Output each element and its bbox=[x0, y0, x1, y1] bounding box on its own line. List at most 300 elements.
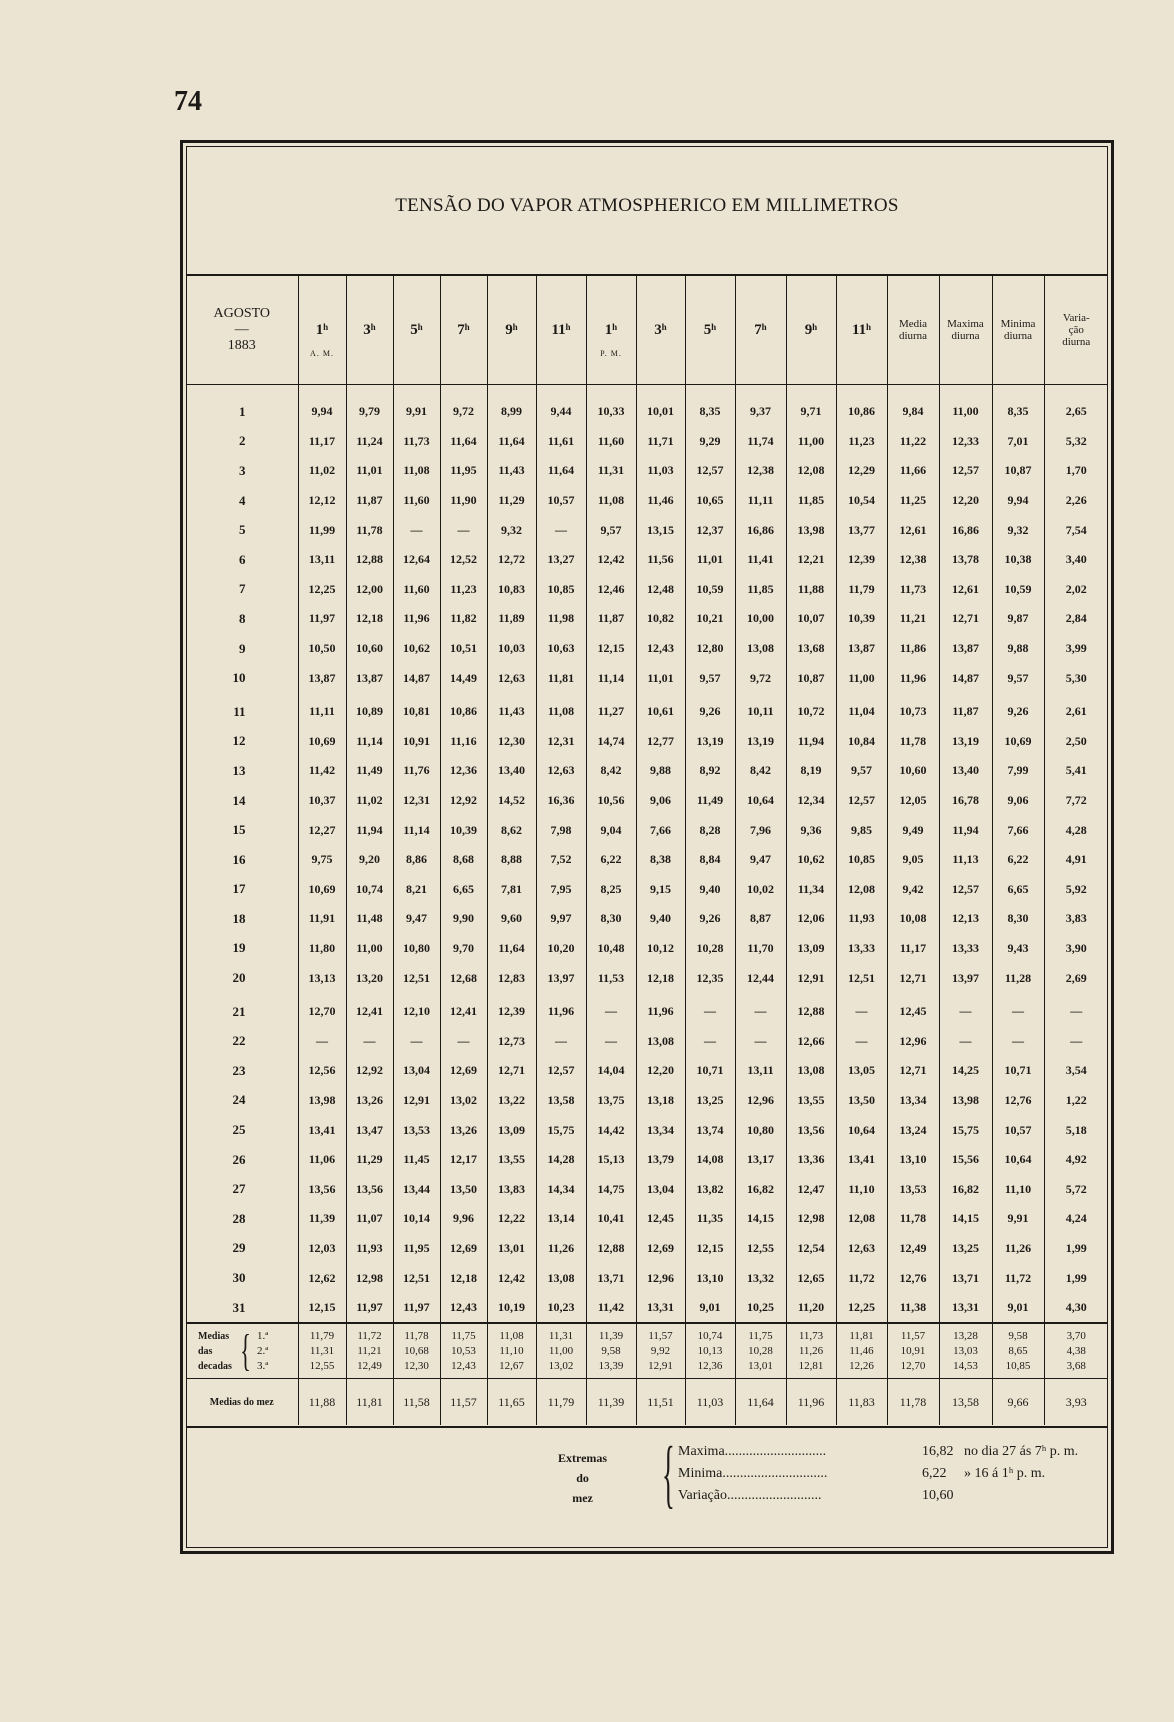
table-cell: 13,40 bbox=[487, 756, 536, 786]
decade-mean-cell: 11,57 10,91 12,70 bbox=[887, 1323, 939, 1379]
table-cell: 2,02 bbox=[1044, 575, 1108, 605]
table-cell: 9,94 bbox=[992, 486, 1044, 516]
table-cell: 12,08 bbox=[786, 456, 836, 486]
month-mean-cell: 9,66 bbox=[992, 1379, 1044, 1426]
table-cell: 13,55 bbox=[487, 1145, 536, 1175]
day-number: 18 bbox=[232, 910, 246, 926]
table-cell: — bbox=[393, 1026, 440, 1056]
table-cell: 11,81 bbox=[536, 663, 586, 693]
table-cell: 10,03 bbox=[487, 634, 536, 664]
table-cell: — bbox=[939, 997, 992, 1027]
header-hour-5: 11ʰ bbox=[536, 276, 586, 385]
table-cell: 13,11 bbox=[298, 545, 346, 575]
table-cell: 7,72 bbox=[1044, 786, 1108, 816]
table-cell: — bbox=[393, 515, 440, 545]
table-cell: 11,64 bbox=[487, 427, 536, 457]
data-table bbox=[186, 276, 1108, 1425]
table-cell: 6,22 bbox=[992, 845, 1044, 875]
table-cell: 12,57 bbox=[836, 786, 887, 816]
table-row bbox=[186, 1293, 1108, 1324]
table-cell: 11,71 bbox=[636, 427, 685, 457]
table-cell: 9,71 bbox=[786, 397, 836, 427]
month-extremes bbox=[186, 1426, 1108, 1550]
table-cell: 11,78 bbox=[346, 515, 393, 545]
header-hour-11: 11ʰ bbox=[836, 276, 887, 385]
table-row bbox=[186, 1204, 1108, 1234]
table-cell: 9,57 bbox=[836, 756, 887, 786]
table-cell: 13,55 bbox=[786, 1086, 836, 1116]
table-cell: 1,99 bbox=[1044, 1234, 1108, 1264]
table-cell: 13,87 bbox=[836, 634, 887, 664]
table-cell: 1,70 bbox=[1044, 456, 1108, 486]
decade-mean-cell: 11,08 11,10 12,67 bbox=[487, 1323, 536, 1379]
table-cell: 12,61 bbox=[939, 575, 992, 605]
table-cell: 11,29 bbox=[346, 1145, 393, 1175]
table-cell: 12,30 bbox=[487, 727, 536, 757]
table-cell: 11,13 bbox=[939, 845, 992, 875]
table-cell: 13,36 bbox=[786, 1145, 836, 1175]
table-cell: 13,44 bbox=[393, 1174, 440, 1204]
table-cell: 11,11 bbox=[298, 697, 346, 727]
table-row bbox=[186, 545, 1108, 575]
table-cell: — bbox=[346, 1026, 393, 1056]
table-cell: 9,43 bbox=[992, 934, 1044, 964]
table-cell: 16,36 bbox=[536, 786, 586, 816]
table-cell: 8,30 bbox=[992, 904, 1044, 934]
table-cell: 13,10 bbox=[887, 1145, 939, 1175]
month-mean-cell: 11,65 bbox=[487, 1379, 536, 1426]
table-cell: 10,62 bbox=[786, 845, 836, 875]
table-row bbox=[186, 427, 1108, 457]
table-cell: 12,00 bbox=[346, 575, 393, 605]
table-cell: 10,20 bbox=[536, 934, 586, 964]
table-cell: 14,52 bbox=[487, 786, 536, 816]
table-cell: 7,98 bbox=[536, 815, 586, 845]
table-cell: 9,72 bbox=[440, 397, 487, 427]
table-cell: 10,57 bbox=[536, 486, 586, 516]
table-row bbox=[186, 397, 1108, 427]
table-cell: 4,28 bbox=[1044, 815, 1108, 845]
table-cell: 1,22 bbox=[1044, 1086, 1108, 1116]
table-cell: 13,87 bbox=[346, 663, 393, 693]
table-cell: 11,99 bbox=[298, 515, 346, 545]
header-hour-4: 9ʰ bbox=[487, 276, 536, 385]
table-cell: 10,25 bbox=[735, 1293, 786, 1324]
table-cell: 13,19 bbox=[685, 727, 735, 757]
table-cell: 10,12 bbox=[636, 934, 685, 964]
day-number: 17 bbox=[232, 881, 246, 897]
table-cell: 12,03 bbox=[298, 1234, 346, 1264]
table-cell: 12,08 bbox=[836, 875, 887, 905]
table-row bbox=[186, 1056, 1108, 1086]
table-cell: 13,75 bbox=[586, 1086, 636, 1116]
table-cell: 9,26 bbox=[685, 904, 735, 934]
table-cell: — bbox=[685, 997, 735, 1027]
header-stat-0: Media diurna bbox=[887, 276, 939, 385]
table-cell: — bbox=[586, 1026, 636, 1056]
table-cell: 12,33 bbox=[939, 427, 992, 457]
table-cell: 12,22 bbox=[487, 1204, 536, 1234]
table-cell: 12,51 bbox=[836, 963, 887, 993]
table-cell: 11,95 bbox=[440, 456, 487, 486]
table-cell: 12,35 bbox=[685, 963, 735, 993]
table-cell: 12,63 bbox=[487, 663, 536, 693]
table-cell: 2,50 bbox=[1044, 727, 1108, 757]
table-cell: 11,96 bbox=[536, 997, 586, 1027]
table-cell: 11,00 bbox=[786, 427, 836, 457]
table-body bbox=[186, 385, 1108, 1426]
day-number: 30 bbox=[232, 1270, 246, 1286]
table-cell: 11,38 bbox=[887, 1293, 939, 1324]
table-cell: 13,18 bbox=[636, 1086, 685, 1116]
table-cell: 9,85 bbox=[836, 815, 887, 845]
table-cell: 13,53 bbox=[393, 1115, 440, 1145]
table-title: TENSÃO DO VAPOR ATMOSPHERICO EM MILLIMETROS bbox=[395, 195, 899, 216]
table-cell: 11,78 bbox=[887, 727, 939, 757]
table-cell: 12,62 bbox=[298, 1263, 346, 1293]
table-cell: 10,83 bbox=[487, 575, 536, 605]
table-cell: 11,14 bbox=[586, 663, 636, 693]
table-cell: 12,27 bbox=[298, 815, 346, 845]
table-cell: 8,28 bbox=[685, 815, 735, 845]
table-cell: 13,13 bbox=[298, 963, 346, 993]
table-cell: 12,45 bbox=[887, 997, 939, 1027]
table-cell: 10,71 bbox=[992, 1056, 1044, 1086]
table-cell: 12,72 bbox=[487, 545, 536, 575]
day-number: 12 bbox=[232, 733, 246, 749]
table-row bbox=[186, 845, 1108, 875]
header-hour-0: 1ʰ A. M. bbox=[298, 276, 346, 385]
table-cell: 8,19 bbox=[786, 756, 836, 786]
table-cell: 12,20 bbox=[939, 486, 992, 516]
table-cell: 12,98 bbox=[786, 1204, 836, 1234]
table-cell: 8,68 bbox=[440, 845, 487, 875]
table-cell: 12,96 bbox=[636, 1263, 685, 1293]
table-cell: 11,95 bbox=[393, 1234, 440, 1264]
table-cell: 7,81 bbox=[487, 875, 536, 905]
table-cell: 12,88 bbox=[586, 1234, 636, 1264]
table-cell: 12,66 bbox=[786, 1026, 836, 1056]
table-cell: 11,86 bbox=[887, 634, 939, 664]
table-cell: 10,63 bbox=[536, 634, 586, 664]
table-cell: 10,38 bbox=[992, 545, 1044, 575]
extreme-var-value: 10,60 bbox=[922, 1488, 954, 1503]
table-cell: 14,15 bbox=[939, 1204, 992, 1234]
decade-means-label: Medias das decadas { 1.ª 2.ª 3.ª bbox=[186, 1323, 298, 1379]
table-cell: 10,72 bbox=[786, 697, 836, 727]
table-cell: 5,92 bbox=[1044, 875, 1108, 905]
table-cell: 11,10 bbox=[992, 1174, 1044, 1204]
table-cell: 10,64 bbox=[992, 1145, 1044, 1175]
table-cell: 11,60 bbox=[393, 486, 440, 516]
table-cell: 14,25 bbox=[939, 1056, 992, 1086]
table-cell: 13,08 bbox=[636, 1026, 685, 1056]
table-cell: 9,84 bbox=[887, 397, 939, 427]
decade-mean-cell: 11,57 9,92 12,91 bbox=[636, 1323, 685, 1379]
table-cell: 9,57 bbox=[685, 663, 735, 693]
table-row bbox=[186, 456, 1108, 486]
month-mean-cell: 13,58 bbox=[939, 1379, 992, 1426]
month-mean-cell: 11,79 bbox=[536, 1379, 586, 1426]
table-cell: 11,94 bbox=[346, 815, 393, 845]
table-cell: 3,83 bbox=[1044, 904, 1108, 934]
table-cell: 13,78 bbox=[939, 545, 992, 575]
table-cell: 10,64 bbox=[836, 1115, 887, 1145]
table-cell: 11,42 bbox=[298, 756, 346, 786]
table-cell: 10,01 bbox=[636, 397, 685, 427]
table-cell: 12,42 bbox=[487, 1263, 536, 1293]
table-cell: 12,13 bbox=[939, 904, 992, 934]
decade-mean-cell: 11,73 11,26 12,81 bbox=[786, 1323, 836, 1379]
table-cell: 11,21 bbox=[887, 604, 939, 634]
table-cell: 12,18 bbox=[346, 604, 393, 634]
table-cell: — bbox=[536, 515, 586, 545]
table-cell: 13,04 bbox=[636, 1174, 685, 1204]
table-cell: 8,42 bbox=[735, 756, 786, 786]
table-cell: 11,98 bbox=[536, 604, 586, 634]
table-cell: 11,28 bbox=[992, 963, 1044, 993]
extremes-label: Extremas do mez bbox=[558, 1451, 608, 1505]
table-cell: 11,90 bbox=[440, 486, 487, 516]
table-cell: 10,54 bbox=[836, 486, 887, 516]
table-cell: 16,82 bbox=[939, 1174, 992, 1204]
day-number: 24 bbox=[232, 1092, 246, 1108]
table-cell: 9,40 bbox=[636, 904, 685, 934]
table-cell: 2,65 bbox=[1044, 397, 1108, 427]
table-cell: 13,02 bbox=[440, 1086, 487, 1116]
day-number: 26 bbox=[232, 1151, 246, 1167]
table-cell: 11,00 bbox=[939, 397, 992, 427]
table-cell: 13,83 bbox=[487, 1174, 536, 1204]
table-cell: 14,49 bbox=[440, 663, 487, 693]
table-cell: 6,65 bbox=[440, 875, 487, 905]
table-cell: 11,23 bbox=[836, 427, 887, 457]
table-cell: 11,94 bbox=[786, 727, 836, 757]
table-cell: 13,41 bbox=[836, 1145, 887, 1175]
table-cell: 11,61 bbox=[536, 427, 586, 457]
table-cell: 12,71 bbox=[887, 1056, 939, 1086]
table-cell: 16,86 bbox=[939, 515, 992, 545]
table-cell: 11,94 bbox=[939, 815, 992, 845]
table-cell: 7,52 bbox=[536, 845, 586, 875]
table-cell: 11,11 bbox=[735, 486, 786, 516]
table-cell: 11,48 bbox=[346, 904, 393, 934]
table-cell: 9,29 bbox=[685, 427, 735, 457]
table-cell: 12,80 bbox=[685, 634, 735, 664]
table-cell: 11,43 bbox=[487, 697, 536, 727]
table-cell: — bbox=[992, 997, 1044, 1027]
table-row bbox=[186, 815, 1108, 845]
table-cell: 12,25 bbox=[298, 575, 346, 605]
table-cell: 10,62 bbox=[393, 634, 440, 664]
table-cell: 10,39 bbox=[836, 604, 887, 634]
table-cell: 12,44 bbox=[735, 963, 786, 993]
table-cell: 13,71 bbox=[586, 1263, 636, 1293]
table-cell: 11,80 bbox=[298, 934, 346, 964]
table-cell: 12,39 bbox=[836, 545, 887, 575]
table-cell: 9,01 bbox=[685, 1293, 735, 1324]
table-cell: 11,04 bbox=[836, 697, 887, 727]
table-cell: 13,08 bbox=[735, 634, 786, 664]
table-cell: 11,26 bbox=[536, 1234, 586, 1264]
table-cell: 16,82 bbox=[735, 1174, 786, 1204]
extremes-brace: { bbox=[662, 1432, 675, 1516]
table-cell: 13,58 bbox=[536, 1086, 586, 1116]
table-cell: 12,83 bbox=[487, 963, 536, 993]
table-cell: 13,33 bbox=[939, 934, 992, 964]
table-cell: 10,02 bbox=[735, 875, 786, 905]
table-cell: 10,07 bbox=[786, 604, 836, 634]
table-cell: 11,96 bbox=[887, 663, 939, 693]
table-row bbox=[186, 1174, 1108, 1204]
table-cell: — bbox=[735, 997, 786, 1027]
table-cell: 14,87 bbox=[393, 663, 440, 693]
table-cell: 12,98 bbox=[346, 1263, 393, 1293]
table-cell: 12,05 bbox=[887, 786, 939, 816]
table-cell: 13,09 bbox=[786, 934, 836, 964]
table-cell: 8,84 bbox=[685, 845, 735, 875]
table-cell: 11,97 bbox=[298, 604, 346, 634]
table-cell: 13,22 bbox=[487, 1086, 536, 1116]
table-cell: 14,42 bbox=[586, 1115, 636, 1145]
decade-mean-cell: 11,75 10,53 12,43 bbox=[440, 1323, 487, 1379]
table-row bbox=[186, 1026, 1108, 1056]
table-cell: 11,72 bbox=[992, 1263, 1044, 1293]
table-cell: 10,14 bbox=[393, 1204, 440, 1234]
table-cell: 10,56 bbox=[586, 786, 636, 816]
header-hour-9: 7ʰ bbox=[735, 276, 786, 385]
table-cell: 12,12 bbox=[298, 486, 346, 516]
table-cell: 11,74 bbox=[735, 427, 786, 457]
table-cell: 11,64 bbox=[440, 427, 487, 457]
month-mean-cell: 11,88 bbox=[298, 1379, 346, 1426]
table-cell: 13,26 bbox=[440, 1115, 487, 1145]
table-cell: 10,80 bbox=[393, 934, 440, 964]
table-cell: 13,34 bbox=[636, 1115, 685, 1145]
page-number: 74 bbox=[174, 86, 202, 117]
table-cell: 10,64 bbox=[735, 786, 786, 816]
table-cell: 11,02 bbox=[298, 456, 346, 486]
table-cell: 13,53 bbox=[887, 1174, 939, 1204]
table-cell: 14,04 bbox=[586, 1056, 636, 1086]
table-cell: 8,99 bbox=[487, 397, 536, 427]
table-cell: 12,96 bbox=[887, 1026, 939, 1056]
table-cell: 14,34 bbox=[536, 1174, 586, 1204]
table-cell: — bbox=[735, 1026, 786, 1056]
table-cell: 11,85 bbox=[735, 575, 786, 605]
table-cell: 7,54 bbox=[1044, 515, 1108, 545]
table-cell: 9,94 bbox=[298, 397, 346, 427]
decade-mean-cell: 13,28 13,03 14,53 bbox=[939, 1323, 992, 1379]
table-cell: 9,26 bbox=[685, 697, 735, 727]
table-cell: 9,70 bbox=[440, 934, 487, 964]
table-cell: 11,79 bbox=[836, 575, 887, 605]
table-cell: 8,92 bbox=[685, 756, 735, 786]
table-cell: 9,75 bbox=[298, 845, 346, 875]
table-cell: 12,25 bbox=[836, 1293, 887, 1324]
table-cell: 13,32 bbox=[735, 1263, 786, 1293]
table-cell: 10,89 bbox=[346, 697, 393, 727]
table-cell: 12,70 bbox=[298, 997, 346, 1027]
table-cell: 9,06 bbox=[636, 786, 685, 816]
table-cell: 11,31 bbox=[586, 456, 636, 486]
extreme-max-note: no dia 27 ás 7ʰ p. m. bbox=[964, 1444, 1079, 1459]
table-cell: 8,86 bbox=[393, 845, 440, 875]
table-cell: 9,37 bbox=[735, 397, 786, 427]
table-cell: 11,29 bbox=[487, 486, 536, 516]
table-cell: 1,99 bbox=[1044, 1263, 1108, 1293]
table-cell: 10,57 bbox=[992, 1115, 1044, 1145]
table-cell: 12,52 bbox=[440, 545, 487, 575]
table-cell: 12,88 bbox=[786, 997, 836, 1027]
table-cell: 10,91 bbox=[393, 727, 440, 757]
header-hour-10: 9ʰ bbox=[786, 276, 836, 385]
table-row bbox=[186, 997, 1108, 1027]
table-cell: 11,93 bbox=[346, 1234, 393, 1264]
table-cell: — bbox=[992, 1026, 1044, 1056]
table-cell: 13,15 bbox=[636, 515, 685, 545]
table-cell: 7,99 bbox=[992, 756, 1044, 786]
table-cell: 11,14 bbox=[346, 727, 393, 757]
table-cell: 11,64 bbox=[487, 934, 536, 964]
table-cell: 13,50 bbox=[440, 1174, 487, 1204]
table-cell: 13,98 bbox=[298, 1086, 346, 1116]
table-cell: 9,97 bbox=[536, 904, 586, 934]
table-cell: 11,87 bbox=[346, 486, 393, 516]
table-cell: 9,57 bbox=[992, 663, 1044, 693]
table-cell: 11,97 bbox=[346, 1293, 393, 1324]
day-number: 9 bbox=[239, 640, 246, 656]
table-cell: 10,85 bbox=[836, 845, 887, 875]
table-cell: 9,47 bbox=[393, 904, 440, 934]
table-cell: 9,79 bbox=[346, 397, 393, 427]
table-cell: 11,45 bbox=[393, 1145, 440, 1175]
table-cell: 12,51 bbox=[393, 1263, 440, 1293]
table-cell: 12,55 bbox=[735, 1234, 786, 1264]
day-number: 21 bbox=[232, 1003, 246, 1019]
table-cell: 12,71 bbox=[939, 604, 992, 634]
header-hour-7: 3ʰ bbox=[636, 276, 685, 385]
table-cell: 10,28 bbox=[685, 934, 735, 964]
table-cell: 13,74 bbox=[685, 1115, 735, 1145]
table-cell: 10,73 bbox=[887, 697, 939, 727]
day-number: 23 bbox=[232, 1062, 246, 1078]
table-cell: 10,51 bbox=[440, 634, 487, 664]
table-cell: 12,56 bbox=[298, 1056, 346, 1086]
table-cell: 6,22 bbox=[586, 845, 636, 875]
table-cell: 13,14 bbox=[536, 1204, 586, 1234]
month-mean-cell: 3,93 bbox=[1044, 1379, 1108, 1426]
extreme-min-value: 6,22 bbox=[922, 1466, 947, 1481]
table-cell: 11,17 bbox=[298, 427, 346, 457]
table-cell: 12,54 bbox=[786, 1234, 836, 1264]
table-cell: 15,75 bbox=[939, 1115, 992, 1145]
table-cell: 11,85 bbox=[786, 486, 836, 516]
table-cell: — bbox=[440, 1026, 487, 1056]
table-cell: 9,36 bbox=[786, 815, 836, 845]
table-cell: 2,61 bbox=[1044, 697, 1108, 727]
table-cell: 16,86 bbox=[735, 515, 786, 545]
table-cell: 10,86 bbox=[836, 397, 887, 427]
table-cell: 9,90 bbox=[440, 904, 487, 934]
table-cell: 8,42 bbox=[586, 756, 636, 786]
decade-mean-cell: 3,70 4,38 3,68 bbox=[1044, 1323, 1108, 1379]
table-cell: 11,35 bbox=[685, 1204, 735, 1234]
decade-mean-cell: 9,58 8,65 10,85 bbox=[992, 1323, 1044, 1379]
table-cell: 9,49 bbox=[887, 815, 939, 845]
table-cell: 12,41 bbox=[346, 997, 393, 1027]
table-cell: 12,20 bbox=[636, 1056, 685, 1086]
